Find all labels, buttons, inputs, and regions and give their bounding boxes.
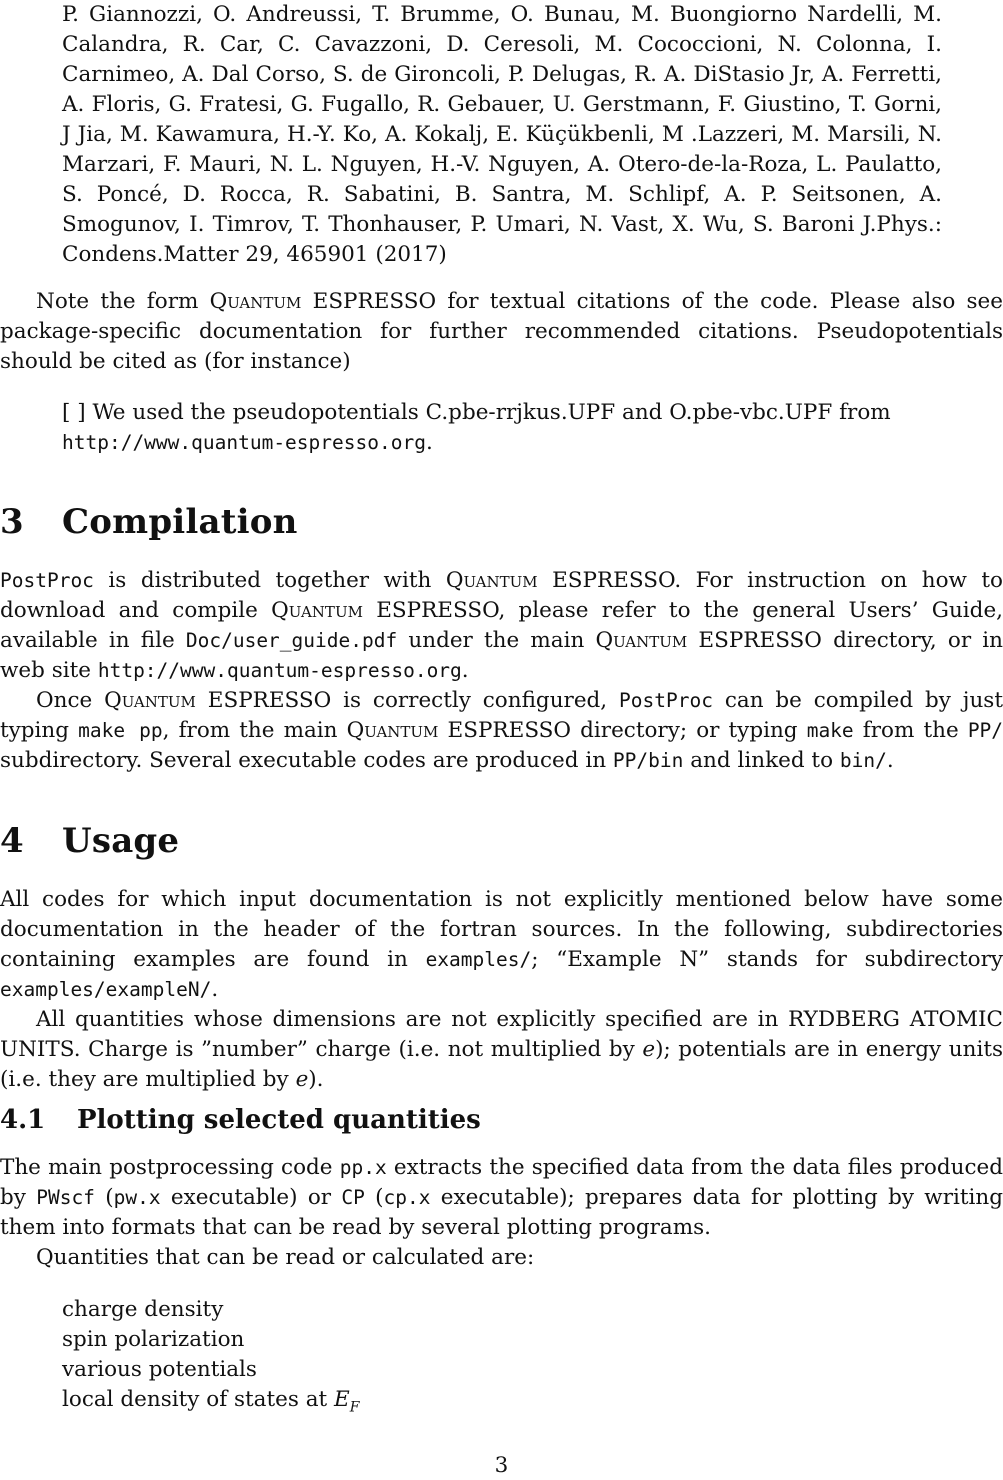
compilation-paragraph-2: Once Quantum ESPRESSO is correctly configured, PostProc can be compiled by just typing make pp, from the main Quantum ESPRESSO directory; or typing make from the PP/ subdirectory. Several executable codes are produced in PP/bin and linked to bin/. — [0, 688, 1003, 773]
subsection-heading-plotting: 4.1 Plotting selected quantities — [0, 1105, 481, 1135]
section-heading-compilation: 3 Compilation — [0, 502, 298, 542]
plotting-paragraph-2: Quantities that can be read or calculated are: — [36, 1245, 535, 1270]
plotting-body — [0, 1153, 1003, 1273]
pseudopotential-citation: [ ] We used the pseudopotentials C.pbe-rrjkus.UPF and O.pbe-vbc.UPF from http://www.quantum-espresso.org. — [62, 400, 891, 455]
list-item: spin polarization — [62, 1327, 245, 1352]
usage-paragraph-1: All codes for which input documentation is not explicitly mentioned below have some documentation in the header of the fortran sources. In the following, subdirectories containing examples are found in examples/; “Example N” stands for subdirectory examples/exampleN/. — [0, 887, 1003, 1002]
reference-authors: P. Giannozzi, O. Andreussi, T. Brumme, O. Bunau, M. Buongiorno Nardelli, M. Calandra, R. Car, C. Cavazzoni, D. Ceresoli, M. Cococcioni, N. Colonna, I. Carnimeo, A. Dal Corso, S. de Gironcoli, P. Delugas, R. A. DiStasio Jr, A. Ferretti, A. Floris, G. Fratesi, G. Fugallo, R. Gebauer, U. Gerstmann, F. Giustino, T. Gorni, J Jia, M. Kawamura, H.-Y. Ko, A. Kokalj, E. Küçükbenli, M .Lazzeri, M. Marsili, N. Marzari, F. Mauri, N. L. Nguyen, H.-V. Nguyen, A. Otero-de-la-Roza, L. Paulatto, S. Poncé, D. Rocca, R. Sabatini, B. Santra, M. Schlipf, A. P. Seitsonen, A. Smogunov, I. Timrov, T. Thonhauser, P. Umari, N. Vast, X. Wu, S. Baroni J.Phys.: Condens.Matter 29, 465901 (2017) — [62, 2, 942, 267]
list-item: various potentials — [62, 1357, 257, 1382]
user-guide-path: Doc/user_guide.pdf — [185, 629, 398, 652]
plotting-paragraph-1: The main postprocessing code pp.x extracts the specified data from the data files produced by PWscf (pw.x executable) or CP (cp.x executable); prepares data for plotting by writing them into formats that can be read by several plotting programs. — [0, 1155, 1003, 1240]
usage-paragraph-2: All quantities whose dimensions are not explicitly specified are in RYDBERG ATOMIC UNITS. Charge is ”number” charge (i.e. not multiplied by e); potentials are in energy units (i.e. they are multiplied by e). — [0, 1007, 1003, 1092]
quantum-text: Quantum — [209, 289, 302, 314]
qe-url: http://www.quantum-espresso.org — [62, 431, 426, 454]
list-item: local density of states at $E_F$ — [62, 1387, 360, 1416]
compilation-body — [0, 566, 1003, 776]
qe-url: http://www.quantum-espresso.org — [97, 659, 462, 682]
quantities-list — [62, 1295, 942, 1422]
section-heading-usage: 4 Usage — [0, 821, 180, 861]
compilation-paragraph-1: PostProc is distributed together with Quantum ESPRESSO. For instruction on how to download and compile Quantum ESPRESSO, please refer to the general Users’ Guide, available in file Doc/user_guide.pdf under the main Quantum ESPRESSO directory, or in web site http://www.quantum-espresso.org. — [0, 568, 1003, 683]
page-number: 3 — [494, 1453, 509, 1478]
fermi-energy-symbol: E — [334, 1387, 350, 1412]
usage-body — [0, 885, 1003, 1095]
list-item: charge density — [62, 1297, 224, 1322]
citation-note: Note the form Quantum ESPRESSO for textual citations of the code. Please also see package-specific documentation for further recommended citations. Pseudopotentials should be cited as (for instance) — [0, 289, 1003, 374]
